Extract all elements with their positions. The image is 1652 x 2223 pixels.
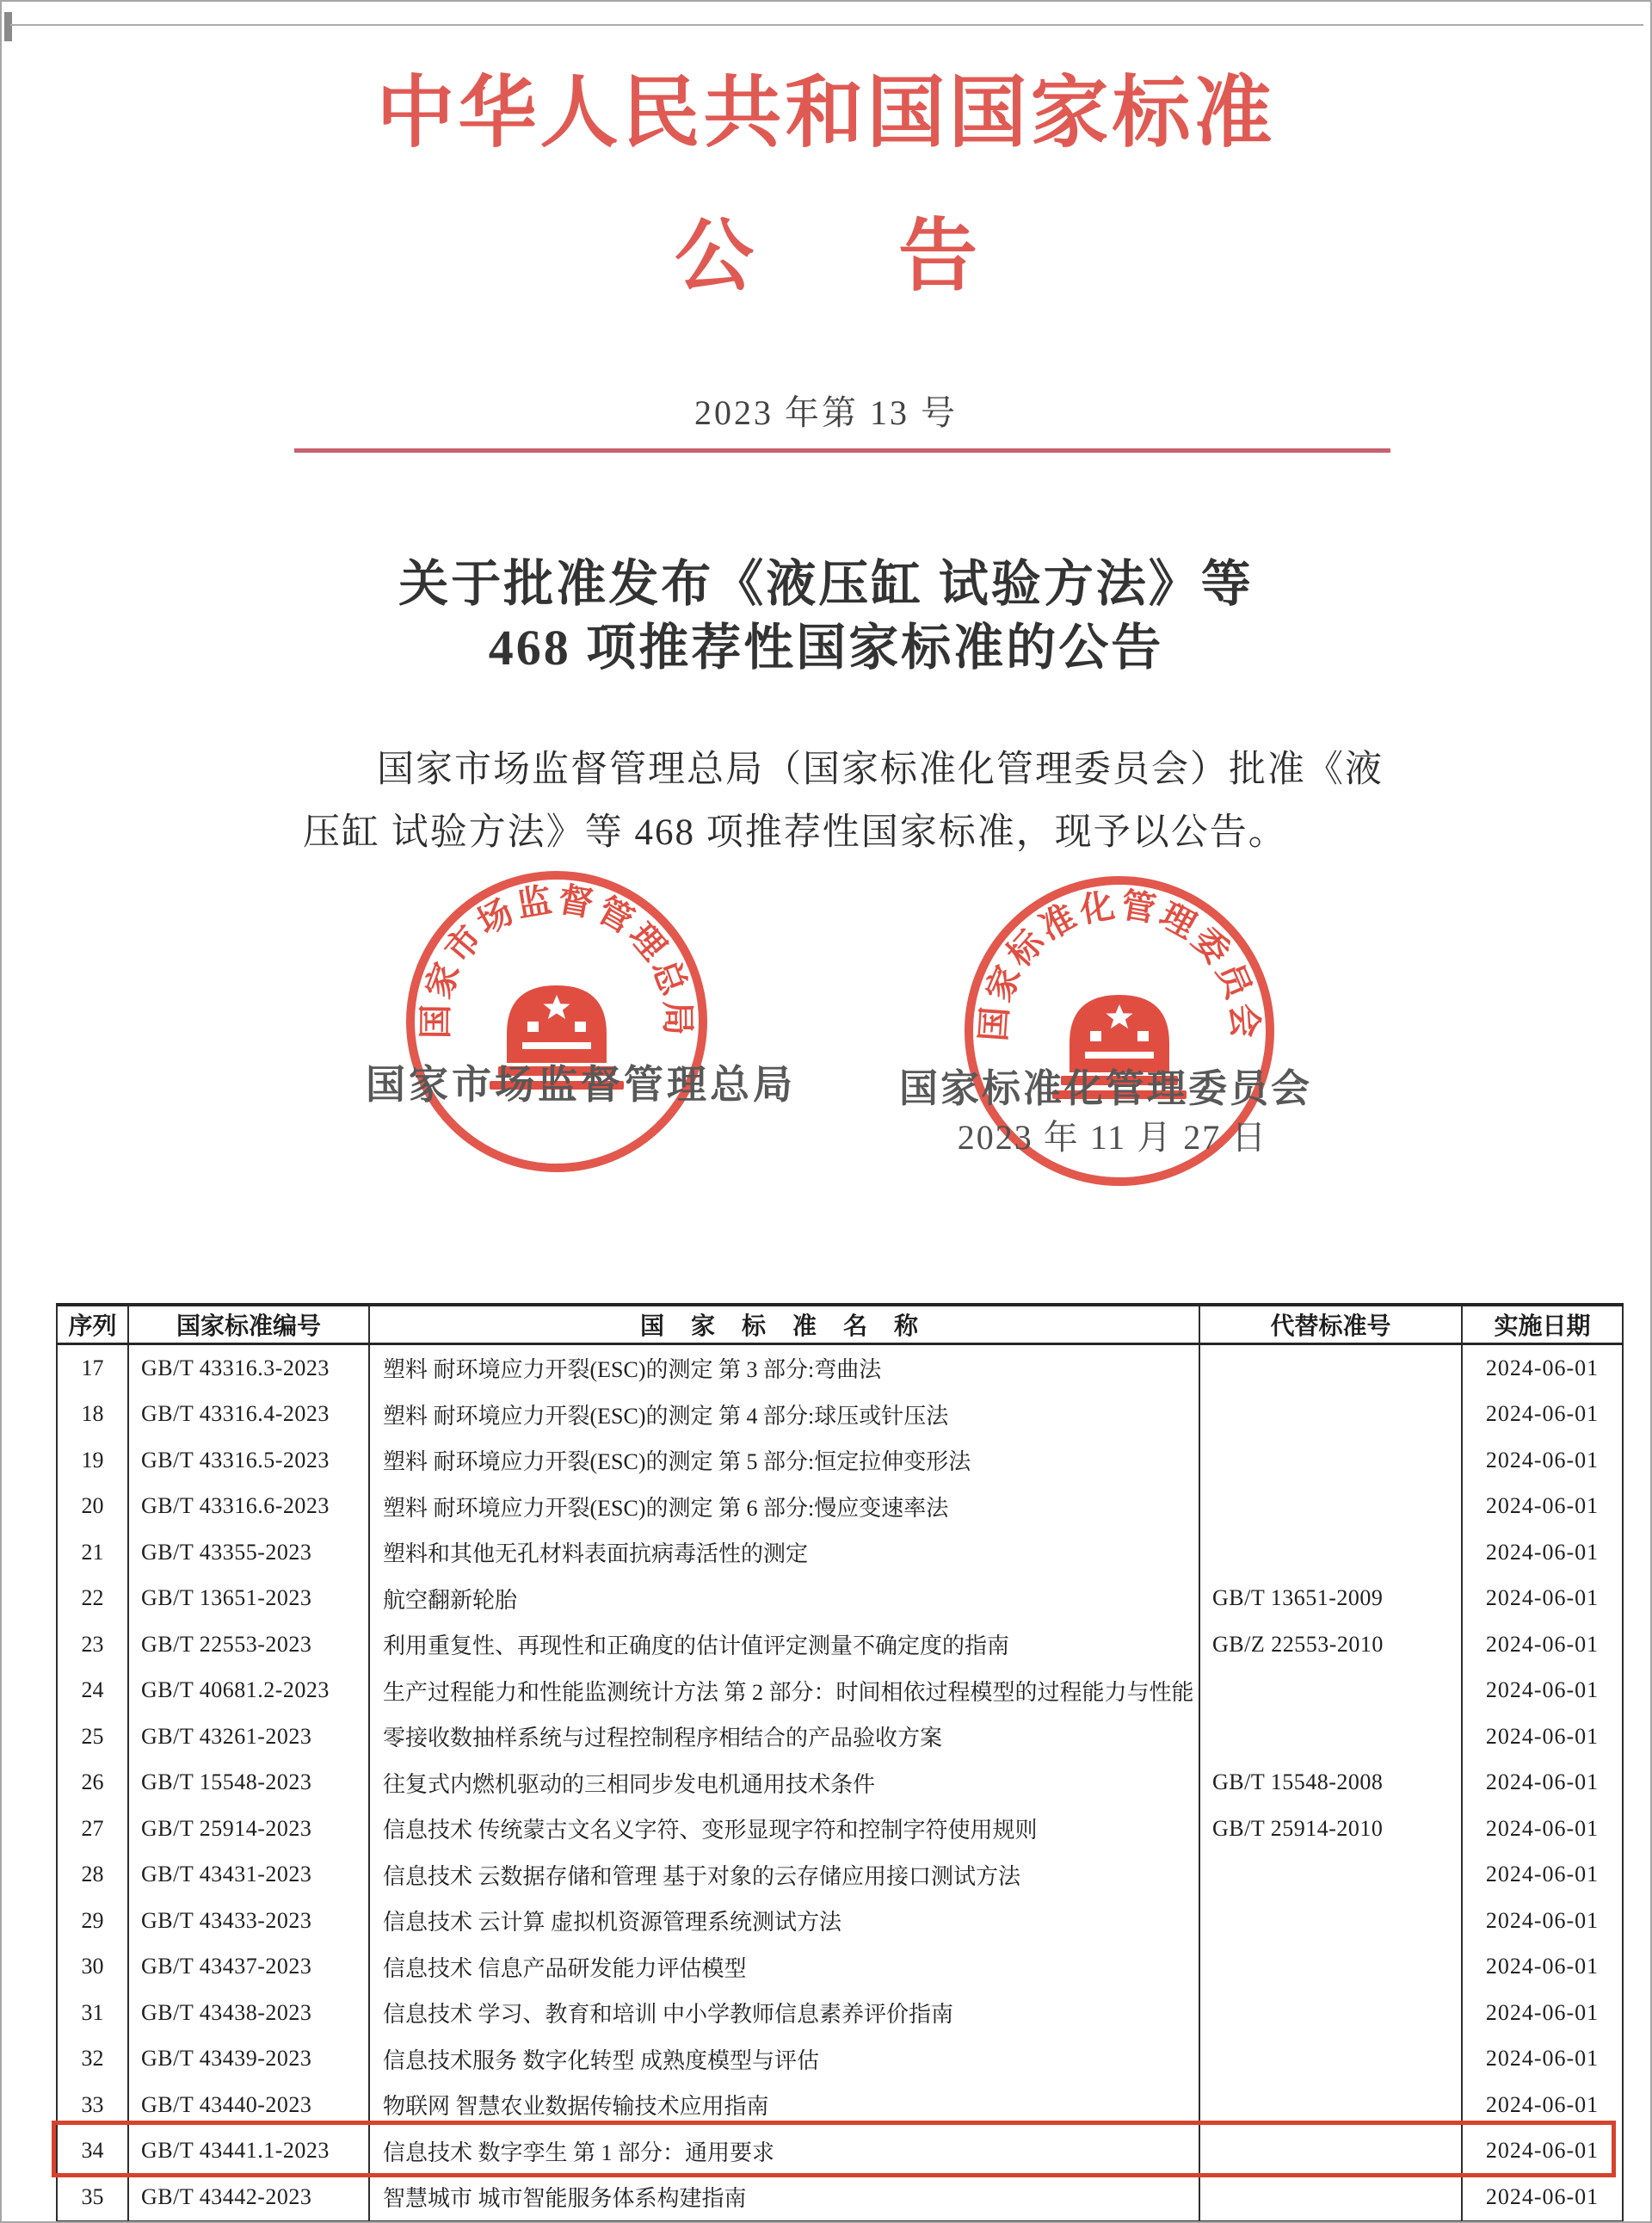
cell-replaced: GB/T 13651-2009	[1199, 1576, 1462, 1622]
cell-date: 2024-06-01	[1462, 1990, 1623, 2036]
cell-code: GB/T 15548-2023	[128, 1760, 369, 1806]
cell-replaced	[1199, 2036, 1462, 2083]
cell-name: 信息技术 信息产品研发能力评估模型	[369, 1944, 1199, 1991]
cell-code: GB/T 43261-2023	[128, 1714, 369, 1760]
table-row	[57, 1344, 1623, 1392]
cell-name: 零接收数抽样系统与过程控制程序相结合的产品验收方案	[369, 1714, 1199, 1760]
cell-replaced	[1199, 1529, 1462, 1576]
cell-date: 2024-06-01	[1462, 1760, 1623, 1806]
cell-name: 往复式内燃机驱动的三相同步发电机通用技术条件	[369, 1760, 1199, 1806]
cell-replaced	[1199, 1714, 1462, 1760]
cell-name: 塑料 耐环境应力开裂(ESC)的测定 第 4 部分:球压或针压法	[369, 1392, 1199, 1438]
col-header-name: 国 家 标 准 名 称	[369, 1305, 1199, 1344]
cell-code: GB/T 43437-2023	[128, 1944, 369, 1991]
notice-body-line1: 国家市场监督管理总局（国家标准化管理委员会）批准《液	[377, 750, 1384, 790]
cell-date: 2024-06-01	[1462, 2082, 1623, 2128]
cell-name: 塑料 耐环境应力开裂(ESC)的测定 第 3 部分:弯曲法	[369, 1344, 1199, 1392]
page-title: 中华人民共和国国家标准	[376, 70, 1276, 157]
cell-date: 2024-06-01	[1462, 1576, 1623, 1622]
cell-date: 2024-06-01	[1462, 1714, 1623, 1760]
cell-date: 2024-06-01	[1462, 1668, 1623, 1714]
cell-name: 智慧城市 城市智能服务体系构建指南	[369, 2174, 1199, 2221]
notice-body-line2: 压缸 试验方法》等 468 项推荐性国家标准，现予以公告。	[303, 812, 1287, 853]
col-header-code: 国家标准编号	[128, 1305, 369, 1344]
seal-ring-text: 国家标准化管理委员会	[973, 885, 1266, 1043]
scan-artifact-tick	[4, 12, 12, 41]
cell-replaced	[1199, 1344, 1462, 1392]
table-row	[57, 1898, 1623, 1944]
cell-name: 信息技术 数字孪生 第 1 部分：通用要求	[369, 2128, 1199, 2175]
cell-code: GB/T 22553-2023	[128, 1621, 369, 1668]
cell-code: GB/T 43438-2023	[128, 1990, 369, 2036]
issue-date: 2023 年 11 月 27 日	[957, 1118, 1268, 1157]
cell-code: GB/T 43441.1-2023	[128, 2128, 369, 2175]
seal-ring-text: 国家市场监督管理总局	[416, 880, 698, 1040]
cell-name: 塑料 耐环境应力开裂(ESC)的测定 第 5 部分:恒定拉伸变形法	[369, 1437, 1199, 1484]
cell-name: 信息技术服务 数字化转型 成熟度模型与评估	[369, 2036, 1199, 2083]
cell-name: 塑料 耐环境应力开裂(ESC)的测定 第 6 部分:慢应变速率法	[369, 1484, 1199, 1530]
table-row	[57, 1806, 1623, 1852]
table-header-row	[57, 1305, 1623, 1344]
cell-replaced	[1199, 2174, 1462, 2221]
table-row	[57, 1852, 1623, 1899]
table-row	[57, 1990, 1623, 2036]
cell-code: GB/T 43433-2023	[128, 1898, 369, 1944]
cell-seq: 27	[81, 1815, 104, 1841]
table-row	[57, 2174, 1623, 2221]
issuer-name-right: 国家标准化管理委员会	[898, 1067, 1312, 1110]
cell-seq: 32	[81, 2046, 104, 2072]
cell-replaced: GB/T 25914-2010	[1199, 1806, 1462, 1852]
cell-date: 2024-06-01	[1462, 1852, 1623, 1899]
header-divider-rule	[294, 448, 1390, 453]
cell-replaced	[1199, 1392, 1462, 1438]
cell-date: 2024-06-01	[1462, 1392, 1623, 1438]
cell-seq: 28	[81, 1862, 104, 1887]
cell-date: 2024-06-01	[1462, 1944, 1623, 1991]
table-row	[57, 1484, 1623, 1530]
issue-number: 2023 年第 13 号	[694, 393, 958, 432]
issuer-name-left: 国家市场监督管理总局	[366, 1063, 796, 1107]
highlight-box-row-34	[52, 2121, 1616, 2177]
cell-seq: 35	[81, 2183, 104, 2209]
cell-seq: 33	[81, 2091, 104, 2117]
table-row	[57, 1529, 1623, 1576]
notice-title-line2: 468 项推荐性国家标准的公告	[488, 620, 1164, 676]
cell-replaced	[1199, 1668, 1462, 1714]
cell-code: GB/T 43316.4-2023	[128, 1392, 369, 1438]
cell-replaced	[1199, 1437, 1462, 1484]
col-header-seq: 序列	[57, 1305, 128, 1344]
announcement-char-2: 告	[898, 213, 978, 300]
cell-replaced	[1199, 1898, 1462, 1944]
cell-date: 2024-06-01	[1462, 1806, 1623, 1852]
cell-name: 航空翻新轮胎	[369, 1576, 1199, 1622]
cell-code: GB/T 43316.6-2023	[128, 1484, 369, 1530]
standards-table	[56, 1303, 1624, 2222]
cell-seq: 25	[81, 1723, 104, 1749]
cell-code: GB/T 43442-2023	[128, 2174, 369, 2221]
table-row	[57, 1576, 1623, 1622]
cell-seq: 26	[81, 1769, 104, 1795]
cell-date: 2024-06-01	[1462, 1898, 1623, 1944]
cell-code: GB/T 40681.2-2023	[128, 1668, 369, 1714]
cell-seq: 20	[81, 1493, 104, 1519]
cell-seq: 19	[81, 1447, 104, 1473]
cell-code: GB/T 43440-2023	[128, 2082, 369, 2128]
cell-name: 信息技术 学习、教育和培训 中小学教师信息素养评价指南	[369, 1990, 1199, 2036]
table-row	[57, 1944, 1623, 1991]
cell-name: 物联网 智慧农业数据传输技术应用指南	[369, 2082, 1199, 2128]
table-row	[57, 2036, 1623, 2083]
cell-seq: 17	[81, 1355, 104, 1380]
cell-date: 2024-06-01	[1462, 1344, 1623, 1392]
announcement-char-1: 公	[674, 213, 754, 300]
cell-date: 2024-06-01	[1462, 2128, 1623, 2175]
table-row	[57, 1392, 1623, 1438]
cell-seq: 18	[81, 1401, 104, 1427]
notice-title-line1: 关于批准发布《液压缸 试验方法》等	[398, 556, 1254, 612]
cell-replaced: GB/Z 22553-2010	[1199, 1621, 1462, 1668]
official-seal-samr	[400, 865, 713, 1178]
cell-seq: 22	[81, 1585, 104, 1611]
table-row	[57, 1714, 1623, 1760]
cell-seq: 29	[81, 1907, 104, 1933]
table-row	[57, 1621, 1623, 1668]
cell-name: 利用重复性、再现性和正确度的估计值评定测量不确定度的指南	[369, 1621, 1199, 1668]
cell-code: GB/T 25914-2023	[128, 1806, 369, 1852]
cell-name: 信息技术 传统蒙古文名义字符、变形显现字符和控制字符使用规则	[369, 1806, 1199, 1852]
table-row	[57, 1668, 1623, 1714]
cell-replaced	[1199, 1990, 1462, 2036]
cell-code: GB/T 43316.3-2023	[128, 1344, 369, 1392]
cell-name: 塑料和其他无孔材料表面抗病毒活性的测定	[369, 1529, 1199, 1576]
cell-date: 2024-06-01	[1462, 2174, 1623, 2221]
cell-code: GB/T 43439-2023	[128, 2036, 369, 2083]
cell-date: 2024-06-01	[1462, 1484, 1623, 1530]
cell-seq: 24	[81, 1677, 104, 1703]
cell-date: 2024-06-01	[1462, 1529, 1623, 1576]
scan-artifact-top-line	[10, 24, 1643, 26]
cell-seq: 30	[81, 1954, 104, 1979]
cell-name: 生产过程能力和性能监测统计方法 第 2 部分：时间相依过程模型的过程能力与性能	[369, 1668, 1199, 1714]
cell-date: 2024-06-01	[1462, 2036, 1623, 2083]
cell-seq: 23	[81, 1631, 104, 1657]
cell-replaced	[1199, 1484, 1462, 1530]
announcement-heading	[2, 193, 1650, 306]
cell-name: 信息技术 云计算 虚拟机资源管理系统测试方法	[369, 1898, 1199, 1944]
cell-code: GB/T 43316.5-2023	[128, 1437, 369, 1484]
table-row	[57, 1437, 1623, 1484]
cell-code: GB/T 13651-2023	[128, 1576, 369, 1622]
cell-name: 信息技术 云数据存储和管理 基于对象的云存储应用接口测试方法	[369, 1852, 1199, 1899]
table-row	[57, 1760, 1623, 1806]
cell-seq: 31	[81, 1999, 104, 2025]
cell-seq: 21	[81, 1539, 104, 1565]
cell-date: 2024-06-01	[1462, 1621, 1623, 1668]
col-header-replaced: 代替标准号	[1199, 1305, 1462, 1344]
cell-replaced	[1199, 1852, 1462, 1899]
cell-date: 2024-06-01	[1462, 1437, 1623, 1484]
cell-replaced: GB/T 15548-2008	[1199, 1760, 1462, 1806]
col-header-date: 实施日期	[1462, 1305, 1623, 1344]
cell-seq: 34	[81, 2138, 104, 2164]
cell-code: GB/T 43355-2023	[128, 1529, 369, 1576]
cell-code: GB/T 43431-2023	[128, 1852, 369, 1899]
standards-table-body	[57, 1344, 1623, 2221]
cell-replaced	[1199, 1944, 1462, 1991]
